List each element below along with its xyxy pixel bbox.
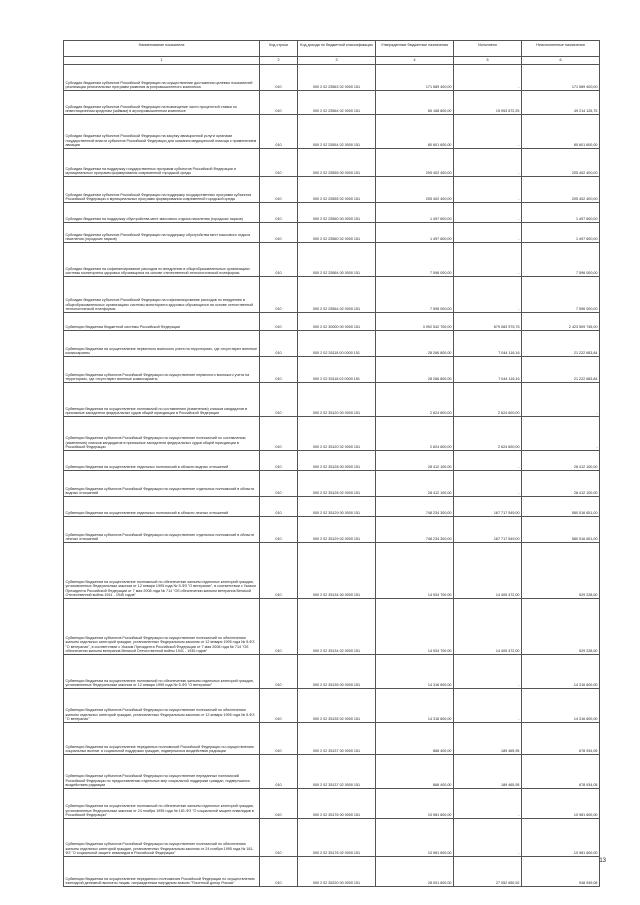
cell-kbk: 000 2 02 35176 00 0000 151	[298, 789, 376, 819]
cell-executed: 167 717 549,00	[454, 497, 522, 517]
cell-approved: 14 934 700,00	[376, 543, 454, 599]
cell-name: Субсидии бюджетам субъектов Российской Федерации на закупку авиационной услуги органами государственной власти субъектов Российской Федерации для оказания медицинской помощи с применением авиации	[64, 115, 260, 149]
cell-kbk: 000 2 02 35137 02 0000 151	[298, 755, 376, 789]
cell-executed: -	[454, 277, 522, 313]
cell-name: Субвенции бюджетам на осуществление полномочий по обеспечению жильем отдельных категорий граждан, установленных Федеральным законом от 12 января 1995 года № 5-ФЗ "О ветеранах", в соответствии с Указом Президента Российской Федерации от 7 мая 2008 года № 714 "Об обеспечении жильем ветеранов Великой Отечественной войны 1941 - 1945 годов"	[64, 543, 260, 599]
cell-name: Субвенции бюджетам на осуществление первичного воинского учета на территориях, где отсутствуют военные комиссариаты	[64, 331, 260, 357]
cell-name: Субвенции бюджетам субъектов Российской Федерации на осуществление полномочий по обеспечению жильем отдельных категорий граждан, установленных Федеральным законом от 24 ноября 1995 года № 181-ФЗ "О социальной защите инвалидов в Российской Федерации"	[64, 819, 260, 857]
table-row	[64, 203, 600, 223]
cell-code: 010	[260, 755, 298, 789]
cell-kbk: 000 2 02 35129 02 0000 151	[298, 517, 376, 543]
table-row	[64, 383, 600, 417]
cell-executed: -	[454, 451, 522, 471]
cell-name: Субвенции бюджетам субъектов Российской Федерации на осуществление полномочий по обеспечению жильем отдельных категорий граждан, установленных Федеральным законом от 12 января 1995 года № 5-ФЗ "О ветеранах", в соответствии с Указом Президента Российской Федерации от 7 мая 2008 года № 714 "Об обеспечении жильем ветеранов Великой Отечественной войны 1941 - 1945 годов"	[64, 599, 260, 655]
cell-unexecuted: 580 516 651,00	[522, 497, 600, 517]
cell-kbk: 000 2 02 35134 02 0000 151	[298, 599, 376, 655]
table-row	[64, 689, 600, 723]
cell-unexecuted: 948 949,08	[522, 857, 600, 887]
budget-table	[63, 40, 600, 887]
cell-unexecuted: 1 497 600,00	[522, 223, 600, 243]
cell-executed: -	[454, 655, 522, 689]
cell-name: Субсидии бюджетам на поддержку государственных программ субъектов Российской Федерации и муниципальных программ формирования современной городской среды	[64, 149, 260, 177]
table-row	[64, 471, 600, 497]
table-row	[64, 819, 600, 857]
cell-executed: 15 953 672,25	[454, 91, 522, 115]
header-code: Код строки	[260, 41, 298, 57]
cell-unexecuted: 205 402 400,00	[522, 149, 600, 177]
cell-unexecuted: -	[522, 417, 600, 451]
column-number: 2	[260, 57, 298, 65]
cell-unexecuted: 14 316 600,00	[522, 689, 600, 723]
cell-unexecuted: 529 228,00	[522, 599, 600, 655]
cell-executed: 7 044 116,16	[454, 357, 522, 383]
cell-approved: 10 981 600,00	[376, 819, 454, 857]
column-number-row	[64, 57, 600, 65]
header-name: Наименование показателя	[64, 41, 260, 57]
cell-code: 010	[260, 223, 298, 243]
cell-unexecuted: 14 316 600,00	[522, 655, 600, 689]
cell-approved: 28 001 600,00	[376, 857, 454, 887]
cell-executed: 2 624 600,00	[454, 417, 522, 451]
cell-approved: 2 624 600,00	[376, 417, 454, 451]
cell-code: 010	[260, 819, 298, 857]
header-row	[64, 41, 600, 57]
header-kbk: Код дохода по бюджетной классификации	[298, 41, 376, 57]
cell-unexecuted: 7 596 000,00	[522, 243, 600, 277]
cell-approved: 7 596 000,00	[376, 243, 454, 277]
table-row	[64, 599, 600, 655]
cell-executed: 167 717 549,00	[454, 517, 522, 543]
cell-code: 010	[260, 331, 298, 357]
cell-name: Субвенции бюджетам на осуществление полномочий по составлению (изменению) списков кандидатов в присяжные заседатели федеральных судов общей юрисдикции в Российской Федерации	[64, 383, 260, 417]
cell-name: Субсидии бюджетам субъектов Российской Федерации на софинансирование расходов по внедрению в общеобразовательных организациях системы мониторинга здоровья обучающихся на основе отечественной технологической платформы	[64, 277, 260, 313]
cell-name: Субвенции бюджетам субъектов Российской Федерации на осуществление переданных полномочий Российской Федерации по предоставлению отдельных мер социальной поддержки граждан, подвергшихся воздействию радиации	[64, 755, 260, 789]
cell-executed: -	[454, 223, 522, 243]
cell-code: 010	[260, 91, 298, 115]
cell-executed: -	[454, 243, 522, 277]
cell-code: 010	[260, 177, 298, 203]
cell-executed: -	[454, 471, 522, 497]
column-number: 3	[298, 57, 376, 65]
cell-approved: 171 589 400,00	[376, 65, 454, 91]
table-row	[64, 277, 600, 313]
cell-code: 010	[260, 203, 298, 223]
cell-code: 010	[260, 383, 298, 417]
table-row	[64, 223, 600, 243]
cell-code: 010	[260, 357, 298, 383]
cell-kbk: 000 2 02 35118 02 0000 151	[298, 357, 376, 383]
cell-unexecuted: 28 412 100,00	[522, 451, 600, 471]
cell-unexecuted: 1 497 600,00	[522, 203, 600, 223]
cell-unexecuted: 49 214 126,75	[522, 91, 600, 115]
table-row	[64, 115, 600, 149]
cell-code: 010	[260, 689, 298, 723]
cell-approved: 748 234 300,00	[376, 517, 454, 543]
cell-kbk: 000 2 02 25560 02 0000 151	[298, 223, 376, 243]
cell-code: 010	[260, 723, 298, 755]
cell-name: Субсидии бюджетам субъектов Российской Федерации на поддержку государственных программ субъектов Российской Федерации и муниципальных программ формирования современной городской среды	[64, 177, 260, 203]
cell-name: Субсидии бюджетам субъектов Российской Федерации на поддержку обустройства мест массового отдыха населения (городских парков)	[64, 223, 260, 243]
column-number: 1	[64, 57, 260, 65]
cell-approved: 14 316 600,00	[376, 655, 454, 689]
table-row	[64, 517, 600, 543]
cell-kbk: 000 2 02 25564 00 0000 151	[298, 243, 376, 277]
cell-approved: 28 412 100,00	[376, 471, 454, 497]
table-row	[64, 755, 600, 789]
cell-unexecuted: 80 601 600,00	[522, 115, 600, 149]
column-number: 6	[522, 57, 600, 65]
cell-code: 010	[260, 417, 298, 451]
header-unexecuted: Неисполненные назначения	[522, 41, 600, 57]
cell-executed: 14 405 472,00	[454, 599, 522, 655]
cell-unexecuted: 28 412 100,00	[522, 471, 600, 497]
cell-unexecuted: 10 981 600,00	[522, 789, 600, 819]
cell-name: Субвенции бюджетам субъектов Российской Федерации на осуществление первичного воинского учета на территориях, где отсутствуют военные комиссариаты	[64, 357, 260, 383]
table-row	[64, 177, 600, 203]
cell-approved: 748 234 300,00	[376, 497, 454, 517]
cell-kbk: 000 2 02 35118 00 0000 151	[298, 331, 376, 357]
header-approved: Утвержденные бюджетные назначения	[376, 41, 454, 57]
cell-kbk: 000 2 02 35134 00 0000 151	[298, 543, 376, 599]
cell-kbk: 000 2 02 35220 00 0000 151	[298, 857, 376, 887]
cell-approved: 28 412 100,00	[376, 451, 454, 471]
cell-executed: 2 624 600,00	[454, 383, 522, 417]
cell-executed: 189 465,95	[454, 755, 522, 789]
cell-code: 010	[260, 655, 298, 689]
cell-unexecuted: 678 934,05	[522, 755, 600, 789]
page-number: 13	[599, 858, 606, 864]
table-body	[64, 65, 600, 887]
cell-kbk: 000 2 02 25563 02 0000 151	[298, 65, 376, 91]
cell-kbk: 000 2 02 35137 00 0000 151	[298, 723, 376, 755]
table-row	[64, 451, 600, 471]
cell-approved: 80 601 600,00	[376, 115, 454, 149]
cell-code: 010	[260, 149, 298, 177]
cell-name: Субсидии бюджетам субъектов Российской Федерации на осуществление достижения целевых показателей реализации региональных программ развития агропромышленного комплекса	[64, 65, 260, 91]
cell-code: 010	[260, 517, 298, 543]
cell-name: Субсидии бюджетам на поддержку обустройства мест массового отдыха населения (городских парков)	[64, 203, 260, 223]
table-row	[64, 655, 600, 689]
cell-kbk: 000 2 02 35120 02 0000 151	[298, 417, 376, 451]
cell-approved: 28 266 800,00	[376, 357, 454, 383]
cell-name: Субвенции бюджетам на осуществление отдельных полномочий в области лесных отношений	[64, 497, 260, 517]
column-number: 5	[454, 57, 522, 65]
cell-code: 010	[260, 471, 298, 497]
table-row	[64, 91, 600, 115]
table-row	[64, 543, 600, 599]
cell-approved: 1 497 600,00	[376, 203, 454, 223]
cell-unexecuted: 10 981 600,00	[522, 819, 600, 857]
cell-approved: 10 981 600,00	[376, 789, 454, 819]
cell-executed: -	[454, 689, 522, 723]
table-row	[64, 331, 600, 357]
cell-name: Субвенции бюджетам бюджетной системы Российской Федерации	[64, 313, 260, 331]
cell-unexecuted: -	[522, 383, 600, 417]
cell-executed: -	[454, 149, 522, 177]
cell-name: Субсидии бюджетам на софинансирование расходов по внедрению в общеобразовательных организациях системы мониторинга здоровья обучающихся на основе отечественной технологической платформы	[64, 243, 260, 277]
cell-approved: 28 266 800,00	[376, 331, 454, 357]
cell-code: 010	[260, 65, 298, 91]
table-row	[64, 857, 600, 887]
cell-unexecuted: 678 934,05	[522, 723, 600, 755]
cell-approved: 205 402 400,00	[376, 177, 454, 203]
cell-name: Субвенции бюджетам на осуществление полномочий по обеспечению жильем отдельных категорий граждан, установленных Федеральным законом от 12 января 1995 года № 5-ФЗ "О ветеранах"	[64, 655, 260, 689]
cell-approved: 1 497 600,00	[376, 223, 454, 243]
cell-executed: 7 044 116,16	[454, 331, 522, 357]
table-row	[64, 497, 600, 517]
cell-code: 010	[260, 543, 298, 599]
cell-name: Субвенции бюджетам субъектов Российской Федерации на осуществление полномочий по обеспечению жильем отдельных категорий граждан, установленных Федеральным законом от 12 января 1995 года № 5-ФЗ "О ветеранах"	[64, 689, 260, 723]
cell-approved: 868 400,00	[376, 723, 454, 755]
cell-kbk: 000 2 02 35135 02 0000 151	[298, 689, 376, 723]
cell-name: Субсидии бюджетам субъектов Российской Федерации на возмещение части процентной ставки по инвестиционным кредитам (займам) в агропромышленном комплексе	[64, 91, 260, 115]
table-row	[64, 243, 600, 277]
cell-code: 010	[260, 857, 298, 887]
table-row	[64, 149, 600, 177]
cell-unexecuted: 171 589 400,00	[522, 65, 600, 91]
cell-code: 010	[260, 497, 298, 517]
cell-approved: 205 402 400,00	[376, 149, 454, 177]
cell-kbk: 000 2 02 25564 02 0000 151	[298, 277, 376, 313]
cell-kbk: 000 2 02 25555 02 0000 151	[298, 177, 376, 203]
cell-name: Субвенции бюджетам на осуществление полномочий по обеспечению жильем отдельных категорий граждан, установленных Федеральным законом от 24 ноября 1995 года № 181-ФЗ "О социальной защите инвалидов в Российской Федерации"	[64, 789, 260, 819]
cell-kbk: 000 2 02 35135 00 0000 151	[298, 655, 376, 689]
cell-unexecuted: 205 402 400,00	[522, 177, 600, 203]
cell-kbk: 000 2 02 35120 00 0000 151	[298, 383, 376, 417]
cell-executed: -	[454, 115, 522, 149]
cell-kbk: 000 2 02 25554 02 0000 151	[298, 115, 376, 149]
cell-name: Субвенции бюджетам на осуществление переданного полномочия Российской Федерации по осуществлению ежегодной денежной выплаты лицам, награжденным нагрудным знаком "Почетный донор России"	[64, 857, 260, 887]
cell-kbk: 000 2 02 35176 02 0000 151	[298, 819, 376, 857]
cell-code: 010	[260, 789, 298, 819]
cell-code: 010	[260, 277, 298, 313]
table-row	[64, 357, 600, 383]
cell-unexecuted: 529 228,00	[522, 543, 600, 599]
cell-code: 010	[260, 599, 298, 655]
cell-kbk: 000 2 02 25560 00 0000 151	[298, 203, 376, 223]
cell-name: Субвенции бюджетам субъектов Российской Федерации на осуществление отдельных полномочий в области водных отношений	[64, 471, 260, 497]
cell-kbk: 000 2 02 35128 02 0000 151	[298, 471, 376, 497]
header-executed: Исполнено	[454, 41, 522, 57]
cell-code: 010	[260, 451, 298, 471]
cell-executed: 14 405 472,00	[454, 543, 522, 599]
cell-executed: 679 083 975,75	[454, 313, 522, 331]
cell-unexecuted: 580 516 651,00	[522, 517, 600, 543]
cell-approved: 7 596 000,00	[376, 277, 454, 313]
cell-code: 010	[260, 243, 298, 277]
cell-code: 010	[260, 313, 298, 331]
cell-unexecuted: 21 222 683,84	[522, 331, 600, 357]
cell-unexecuted: 21 222 683,84	[522, 357, 600, 383]
cell-name: Субвенции бюджетам на осуществление отдельных полномочий в области водных отношений	[64, 451, 260, 471]
table-row	[64, 789, 600, 819]
cell-kbk: 000 2 02 30000 00 0000 151	[298, 313, 376, 331]
cell-executed: -	[454, 65, 522, 91]
cell-approved: 3 092 542 700,00	[376, 313, 454, 331]
table-row	[64, 723, 600, 755]
cell-name: Субвенции бюджетам субъектов Российской Федерации на осуществление полномочий по составлению (изменению) списков кандидатов в присяжные заседатели федеральных судов общей юрисдикции в Российской Федерации	[64, 417, 260, 451]
cell-executed: -	[454, 177, 522, 203]
cell-executed: -	[454, 203, 522, 223]
table-row	[64, 313, 600, 331]
cell-executed: 189 465,95	[454, 723, 522, 755]
cell-kbk: 000 2 02 25555 00 0000 151	[298, 149, 376, 177]
cell-executed: -	[454, 819, 522, 857]
cell-name: Субвенции бюджетам на осуществление переданных полномочий Российской Федерации по осуществлению социальных выплат и социальной поддержки граждан, подвергшихся воздействию радиации	[64, 723, 260, 755]
cell-unexecuted: 2 423 509 745,00	[522, 313, 600, 331]
cell-approved: 868 400,00	[376, 755, 454, 789]
column-number: 4	[376, 57, 454, 65]
cell-kbk: 000 2 02 35129 00 0000 151	[298, 497, 376, 517]
cell-name: Субвенции бюджетам субъектов Российской Федерации на осуществление отдельных полномочий в области лесных отношений	[64, 517, 260, 543]
cell-kbk: 000 2 02 25564 02 0000 151	[298, 91, 376, 115]
cell-code: 010	[260, 115, 298, 149]
cell-approved: 2 624 600,00	[376, 383, 454, 417]
cell-executed: -	[454, 789, 522, 819]
table-row	[64, 65, 600, 91]
cell-executed: 27 052 650,92	[454, 857, 522, 887]
cell-approved: 14 316 600,00	[376, 689, 454, 723]
table-row	[64, 417, 600, 451]
cell-approved: 14 934 700,00	[376, 599, 454, 655]
report-sheet	[63, 40, 599, 888]
cell-approved: 65 168 800,00	[376, 91, 454, 115]
cell-kbk: 000 2 02 35128 00 0000 151	[298, 451, 376, 471]
cell-unexecuted: 7 596 000,00	[522, 277, 600, 313]
